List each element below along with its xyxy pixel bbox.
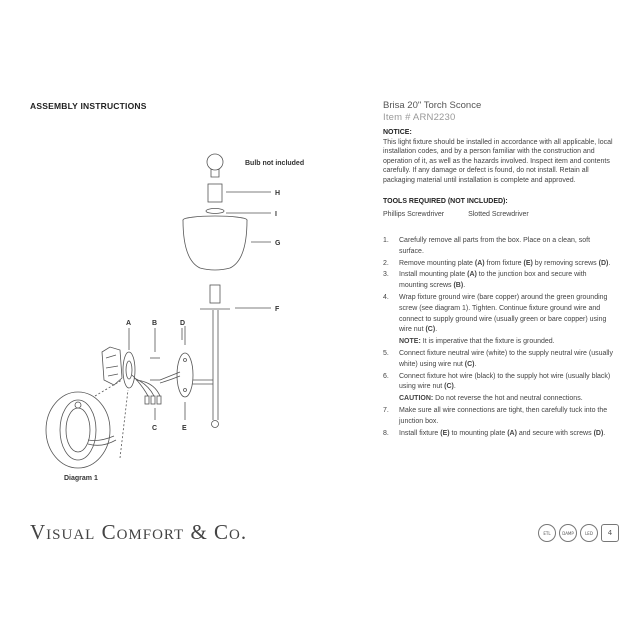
step-reference: (D) — [598, 259, 609, 267]
certification-marks — [538, 524, 619, 542]
label-h: H — [275, 190, 281, 197]
brand-logo-text: Visual Comfort & Co. — [30, 520, 248, 544]
step-reference: (B) — [453, 282, 464, 290]
detail-diagram-1 — [46, 392, 116, 468]
label-g: G — [275, 240, 281, 247]
mounting-plate-a — [123, 352, 135, 388]
step-number: 7. — [383, 406, 389, 414]
damp-rating-icon: DAMP — [559, 524, 577, 542]
label-e: E — [182, 425, 187, 432]
steps-list — [383, 236, 613, 439]
step-item — [383, 293, 613, 336]
step-text: to mounting plate — [449, 429, 508, 437]
step-item — [383, 236, 613, 258]
product-title: Brisa 20" Torch Sconce — [383, 100, 482, 111]
label-a: A — [126, 320, 132, 327]
step-number: 2. — [383, 259, 389, 267]
step-body — [399, 293, 613, 336]
instructions-column — [383, 100, 613, 440]
diagram-1-caption: Diagram 1 — [64, 475, 98, 482]
page-heading: ASSEMBLY INSTRUCTIONS — [30, 101, 147, 111]
step-number: 8. — [383, 429, 389, 437]
step-body — [399, 372, 613, 394]
step-item — [383, 372, 613, 394]
step-body — [399, 236, 613, 258]
step-reference: (A) — [467, 271, 477, 279]
backplate-part-e — [177, 353, 193, 397]
step-body — [399, 349, 613, 371]
step-text: Wrap fixture ground wire (bare copper) around the green grounding screw (see diagram 1). Tighten. Continue fixture ground wire and connect to supply ground wire (usually green or bare copper) using wire nut — [399, 294, 608, 334]
step-text: Carefully remove all parts from the box. Place on a clean, soft surface. — [399, 237, 591, 255]
bulb-label: Bulb not included — [245, 160, 305, 167]
step-body — [399, 270, 613, 292]
step-note — [383, 394, 613, 405]
step-number: 5. — [383, 350, 389, 357]
step-text: from fixture — [484, 259, 524, 267]
label-c: C — [152, 425, 158, 432]
step-text: to the junction box and secure with mounting screws — [399, 271, 587, 290]
step-number: 1. — [383, 237, 389, 245]
step-item — [383, 406, 613, 428]
led-icon: LED — [580, 524, 598, 542]
step-text: Install fixture — [399, 429, 441, 437]
step-number: 3. — [383, 271, 389, 279]
label-b: B — [152, 320, 158, 327]
step-reference: (E) — [523, 259, 533, 267]
step-item — [383, 429, 613, 440]
step-text: . — [463, 282, 466, 290]
step-text: . — [453, 383, 456, 391]
notice-label: NOTICE: — [383, 129, 412, 136]
step-reference: CAUTION: — [399, 395, 434, 403]
tools-label: TOOLS REQUIRED (NOT INCLUDED): — [383, 198, 508, 206]
step-note — [383, 337, 613, 348]
step-number: 6. — [383, 372, 389, 380]
step-reference: (A) — [474, 259, 485, 267]
step-body — [399, 406, 613, 428]
ring-part-i — [206, 209, 224, 214]
step-text: by removing screws — [532, 259, 599, 267]
step-text: . — [435, 326, 438, 334]
product-item-number: Item # ARN2230 — [383, 112, 456, 123]
step-text: It is imperative that the fixture is grounded. — [420, 338, 555, 346]
arm-part-f — [190, 285, 230, 428]
step-item — [383, 349, 613, 371]
step-text: Connect fixture neutral wire (white) to the supply neutral wire (usually white) using wire nut — [399, 350, 613, 368]
tool-item: Slotted Screwdriver — [468, 211, 529, 219]
tool-item: Phillips Screwdriver — [383, 211, 445, 219]
step-item — [383, 259, 613, 270]
step-text: Connect fixture hot wire (black) to the supply hot wire (usually black) using wire nut — [399, 372, 611, 391]
step-text: . — [608, 259, 611, 267]
step-reference: (A) — [507, 429, 517, 437]
label-i: I — [275, 211, 277, 218]
step-reference: (D) — [593, 429, 604, 437]
label-f: F — [275, 306, 280, 313]
bulb-illustration — [207, 154, 223, 177]
step-reference: (C) — [464, 360, 475, 368]
step-reference: (C) — [425, 326, 436, 334]
step-reference: (C) — [444, 383, 454, 391]
bulb-count-icon: 4 — [601, 524, 619, 542]
step-text: and secure with screws — [516, 429, 594, 437]
step-body — [399, 259, 613, 270]
shade-part-g — [183, 216, 247, 270]
step-body — [399, 429, 613, 440]
junction-box — [102, 347, 122, 385]
label-d: D — [180, 320, 186, 327]
step-text: Install mounting plate — [399, 271, 468, 279]
step-reference: (E) — [440, 429, 450, 437]
step-text: . — [474, 360, 477, 368]
screws-b — [150, 358, 160, 380]
tools-list — [383, 210, 613, 220]
notice-text: This light fixture should be installed in accordance with all applicable, local installation codes, and by a person familiar with the construction and operation of it, as well as the hazards involved. Inspect item and contents carefully. If any damage or defect is found, do not install. Retain all packaging material until installation is complete and approved. — [383, 139, 613, 184]
step-text: Remove mounting plate — [399, 259, 475, 267]
assembly-diagram — [30, 140, 330, 485]
wire-nuts-c — [132, 372, 180, 404]
step-reference: NOTE: — [399, 338, 421, 346]
step-text: Make sure all wire connections are tight, then carefully tuck into the junction box. — [399, 406, 608, 425]
step-number: 4. — [383, 294, 389, 302]
step-text: . — [603, 429, 606, 437]
socket-part-h — [208, 184, 222, 202]
etl-cert-icon: ETL — [538, 524, 556, 542]
step-item — [383, 270, 613, 292]
step-text: Do not reverse the hot and neutral connections. — [433, 395, 583, 403]
